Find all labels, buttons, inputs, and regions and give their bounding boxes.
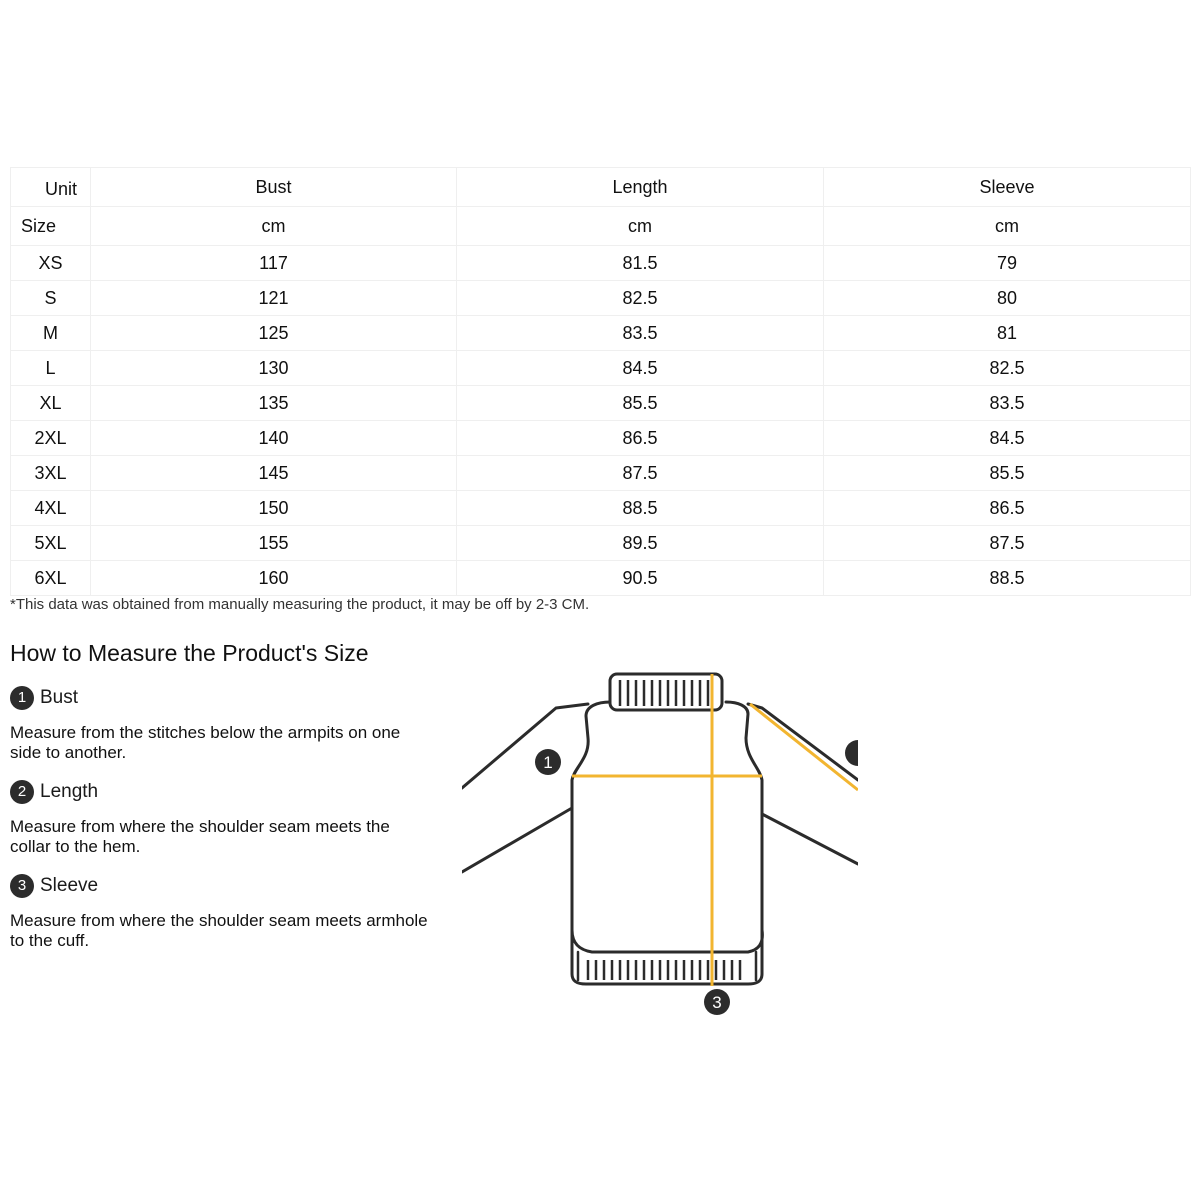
svg-text:1: 1 bbox=[543, 753, 553, 772]
step-sleeve bbox=[10, 874, 98, 898]
sleeve-cell: 87.5 bbox=[824, 526, 1191, 561]
length-cell: 86.5 bbox=[457, 421, 824, 456]
bust-cell: 117 bbox=[91, 246, 457, 281]
bust-cell: 155 bbox=[91, 526, 457, 561]
size-chart bbox=[10, 167, 1190, 596]
size-cell: 3XL bbox=[11, 456, 91, 491]
table-row bbox=[11, 281, 1191, 316]
header-row bbox=[11, 168, 1191, 207]
corner-cell bbox=[11, 168, 91, 207]
size-cell: 4XL bbox=[11, 491, 91, 526]
marker-2-partial bbox=[845, 740, 858, 766]
table-row bbox=[11, 386, 1191, 421]
length-cell: 88.5 bbox=[457, 491, 824, 526]
sleeve-cell: 88.5 bbox=[824, 561, 1191, 596]
sleeve-cell: 85.5 bbox=[824, 456, 1191, 491]
step-1-badge: 1 bbox=[10, 686, 34, 710]
bust-cell: 150 bbox=[91, 491, 457, 526]
measurement-note: *This data was obtained from manually measuring the product, it may be off by 2-3 CM. bbox=[10, 596, 590, 613]
step-bust bbox=[10, 686, 78, 710]
sleeve-cell: 79 bbox=[824, 246, 1191, 281]
step-2-description: Measure from where the shoulder seam meets the collar to the hem. bbox=[10, 817, 390, 856]
step-2-label: Length bbox=[40, 781, 99, 802]
length-cell: 85.5 bbox=[457, 386, 824, 421]
step-2-badge: 2 bbox=[10, 780, 34, 804]
size-table bbox=[10, 167, 1191, 596]
bust-cell: 121 bbox=[91, 281, 457, 316]
table-row bbox=[11, 456, 1191, 491]
size-cell: 5XL bbox=[11, 526, 91, 561]
measurement-lines bbox=[572, 674, 858, 986]
length-cell: 87.5 bbox=[457, 456, 824, 491]
length-cell: 81.5 bbox=[457, 246, 824, 281]
ribbing bbox=[588, 680, 740, 980]
unit-bust: cm bbox=[91, 207, 457, 246]
sweater-diagram bbox=[462, 668, 858, 1024]
size-cell: XS bbox=[11, 246, 91, 281]
size-cell: S bbox=[11, 281, 91, 316]
size-cell: 6XL bbox=[11, 561, 91, 596]
bust-cell: 130 bbox=[91, 351, 457, 386]
step-1-description: Measure from the stitches below the armpits on one side to another. bbox=[10, 723, 401, 762]
length-cell: 83.5 bbox=[457, 316, 824, 351]
table-row bbox=[11, 421, 1191, 456]
size-cell: 2XL bbox=[11, 421, 91, 456]
table-row bbox=[11, 526, 1191, 561]
table-row bbox=[11, 316, 1191, 351]
unit-sleeve: cm bbox=[824, 207, 1191, 246]
units-row bbox=[11, 207, 1191, 246]
bust-cell: 145 bbox=[91, 456, 457, 491]
table-row bbox=[11, 351, 1191, 386]
table-row bbox=[11, 491, 1191, 526]
size-cell: M bbox=[11, 316, 91, 351]
sleeve-cell: 83.5 bbox=[824, 386, 1191, 421]
step-length bbox=[10, 780, 98, 804]
bust-cell: 140 bbox=[91, 421, 457, 456]
table-row bbox=[11, 561, 1191, 596]
bust-cell: 135 bbox=[91, 386, 457, 421]
sleeve-line bbox=[750, 704, 858, 790]
sweater-icon bbox=[462, 668, 858, 1024]
step-3-label: Sleeve bbox=[40, 875, 99, 896]
sleeve-cell: 84.5 bbox=[824, 421, 1191, 456]
size-label: Size bbox=[11, 207, 91, 246]
length-cell: 90.5 bbox=[457, 561, 824, 596]
sleeve-cell: 81 bbox=[824, 316, 1191, 351]
bust-cell: 125 bbox=[91, 316, 457, 351]
step-3-description: Measure from where the shoulder seam meets armhole to the cuff. bbox=[10, 911, 428, 950]
bust-cell: 160 bbox=[91, 561, 457, 596]
step-3-badge: 3 bbox=[10, 874, 34, 898]
size-cell: XL bbox=[11, 386, 91, 421]
marker-1 bbox=[535, 749, 561, 775]
header-bust: Bust bbox=[91, 168, 457, 207]
unit-label: Unit bbox=[45, 179, 78, 199]
how-to-title: How to Measure the Product's Size bbox=[10, 640, 369, 666]
length-cell: 84.5 bbox=[457, 351, 824, 386]
table-row bbox=[11, 246, 1191, 281]
step-1-label: Bust bbox=[40, 687, 79, 708]
length-cell: 82.5 bbox=[457, 281, 824, 316]
sleeve-cell: 82.5 bbox=[824, 351, 1191, 386]
sweater-outline bbox=[462, 674, 858, 984]
sleeve-cell: 80 bbox=[824, 281, 1191, 316]
header-sleeve: Sleeve bbox=[824, 168, 1191, 207]
size-cell: L bbox=[11, 351, 91, 386]
unit-length: cm bbox=[457, 207, 824, 246]
sleeve-cell: 86.5 bbox=[824, 491, 1191, 526]
svg-text:3: 3 bbox=[712, 993, 722, 1012]
length-cell: 89.5 bbox=[457, 526, 824, 561]
header-length: Length bbox=[457, 168, 824, 207]
marker-3 bbox=[704, 989, 730, 1015]
